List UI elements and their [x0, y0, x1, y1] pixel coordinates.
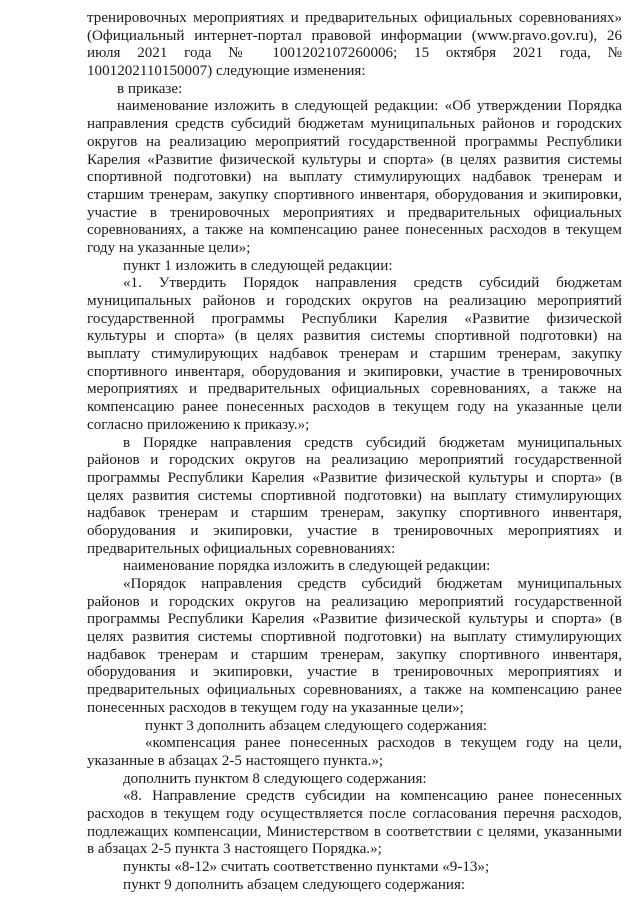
document-line: (Официальный интернет-портал правовой информации (www.pravo.gov.ru), 26 [87, 27, 622, 44]
document-line: соревнованиях, а также на компенсацию ранее понесенных расходов в текущем [87, 222, 622, 239]
document-line: спортивного инвентаря, оборудования и экипировки, участие в тренировочных [87, 363, 622, 380]
document-line: «1. Утвердить Порядок направления средств субсидий бюджетам [123, 275, 622, 292]
document-line: наименование порядка изложить в следующей редакции: [123, 558, 491, 575]
document-line: культуры и спорта» (в целях развития системы спортивной подготовки) на [87, 328, 622, 345]
document-line: выплату стимулирующих надбавок тренерам и старшим тренерам, закупку [87, 346, 622, 363]
document-line: указанные в абзацах 2-5 настоящего пункта.»; [87, 752, 384, 769]
document-line: «8. Направление средств субсидии на компенсацию ранее понесенных [123, 788, 622, 805]
document-line: районов и городских округов на реализацию мероприятий государственной [87, 593, 622, 610]
document-line: спортивной подготовки) на выплату стимулирующих надбавок тренерам и [87, 169, 622, 186]
document-line: пункты «8-12» считать соответственно пунктами «9-13»; [123, 859, 490, 875]
document-line: 1001202110150007) следующие изменения: [87, 63, 366, 80]
document-line: пункт 3 дополнить абзацем следующего содержания: [145, 717, 488, 734]
document-line: оборудования и экипировки, участие в тренировочных мероприятиях и [87, 522, 622, 539]
document-line: программы Республики Карелия «Развитие физической культуры и спорта» (в [87, 469, 622, 486]
document-line: дополнить пунктом 8 следующего содержания: [123, 770, 427, 787]
document-line: муниципальных районов и городских округов на реализацию мероприятий [87, 293, 622, 309]
document-line: расходов в текущем году осуществляется после согласования перечня расходов, [87, 805, 622, 822]
document-line: пункт 1 изложить в следующей редакции: [123, 257, 393, 274]
document-line: целях развития системы спортивной подготовки) на выплату стимулирующих [87, 629, 622, 646]
document-line: округов на реализацию мероприятий государственной программы Республики [87, 133, 622, 150]
document-line: Карелия «Развитие физической культуры и спорта» (в целях развития системы [87, 151, 622, 168]
document-line: тренировочных мероприятиях и предварительных официальных соревнованиях» [87, 10, 622, 26]
document-line: направления средств субсидий бюджетам муниципальных районов и городских [87, 116, 622, 133]
document-line: пункт 9 дополнить абзацем следующего содержания: [123, 876, 466, 893]
document-line: году на указанные цели»; [87, 239, 251, 256]
document-line: программы Республики Карелия «Развитие физической культуры и спорта» (в [87, 611, 622, 628]
document-line: в приказе: [117, 80, 183, 97]
document-line: оборудования и экипировки, участие в тренировочных мероприятиях и [87, 664, 622, 681]
document-line: районов и городских округов на реализацию мероприятий государственной [87, 452, 622, 469]
document-line: в Порядке направления средств субсидий бюджетам муниципальных [123, 434, 622, 451]
document-line: в абзацах 2-5 пункта 3 настоящего Порядка.»; [87, 841, 382, 858]
document-line: «компенсация ранее понесенных расходов в текущем году на цели, [145, 735, 622, 752]
document-line: предварительных официальных соревнованиях, а также на компенсацию ранее [87, 682, 622, 699]
document-line: согласно приложению к приказу.»; [87, 416, 310, 433]
document-line: предварительных официальных соревнованиях: [87, 540, 396, 557]
document-line: наименование изложить в следующей редакции: «Об утверждении Порядка [117, 98, 622, 115]
document-line: надбавок тренерам и старшим тренерам, закупку спортивного инвентаря, [87, 646, 622, 663]
document-line: старшим тренерам, закупку спортивного инвентаря, оборудования и экипировки, [87, 186, 622, 203]
document-line: целях развития системы спортивной подготовки) на выплату стимулирующих [87, 487, 622, 504]
document-line: участие в тренировочных мероприятиях и предварительных официальных [87, 204, 622, 221]
document-line: «Порядок направления средств субсидий бюджетам муниципальных [123, 576, 622, 592]
document-line: подлежащих компенсации, Министерством в соответствии с целями, указанными [87, 823, 622, 840]
document-line: надбавок тренерам и старшим тренерам, закупку спортивного инвентаря, [87, 505, 622, 522]
document-line: июля 2021 года № 1001202107260006; 15 октября 2021 года, № [87, 45, 622, 62]
document-line: понесенных расходов в текущем году на указанные цели»; [87, 699, 464, 716]
document-line: компенсацию ранее понесенных расходов в текущем году на указанные цели [87, 399, 622, 416]
document-line: мероприятиях и предварительных официальных соревнованиях, а также на [87, 381, 622, 398]
document-line: государственной программы Республики Карелия «Развитие физической [87, 310, 622, 327]
